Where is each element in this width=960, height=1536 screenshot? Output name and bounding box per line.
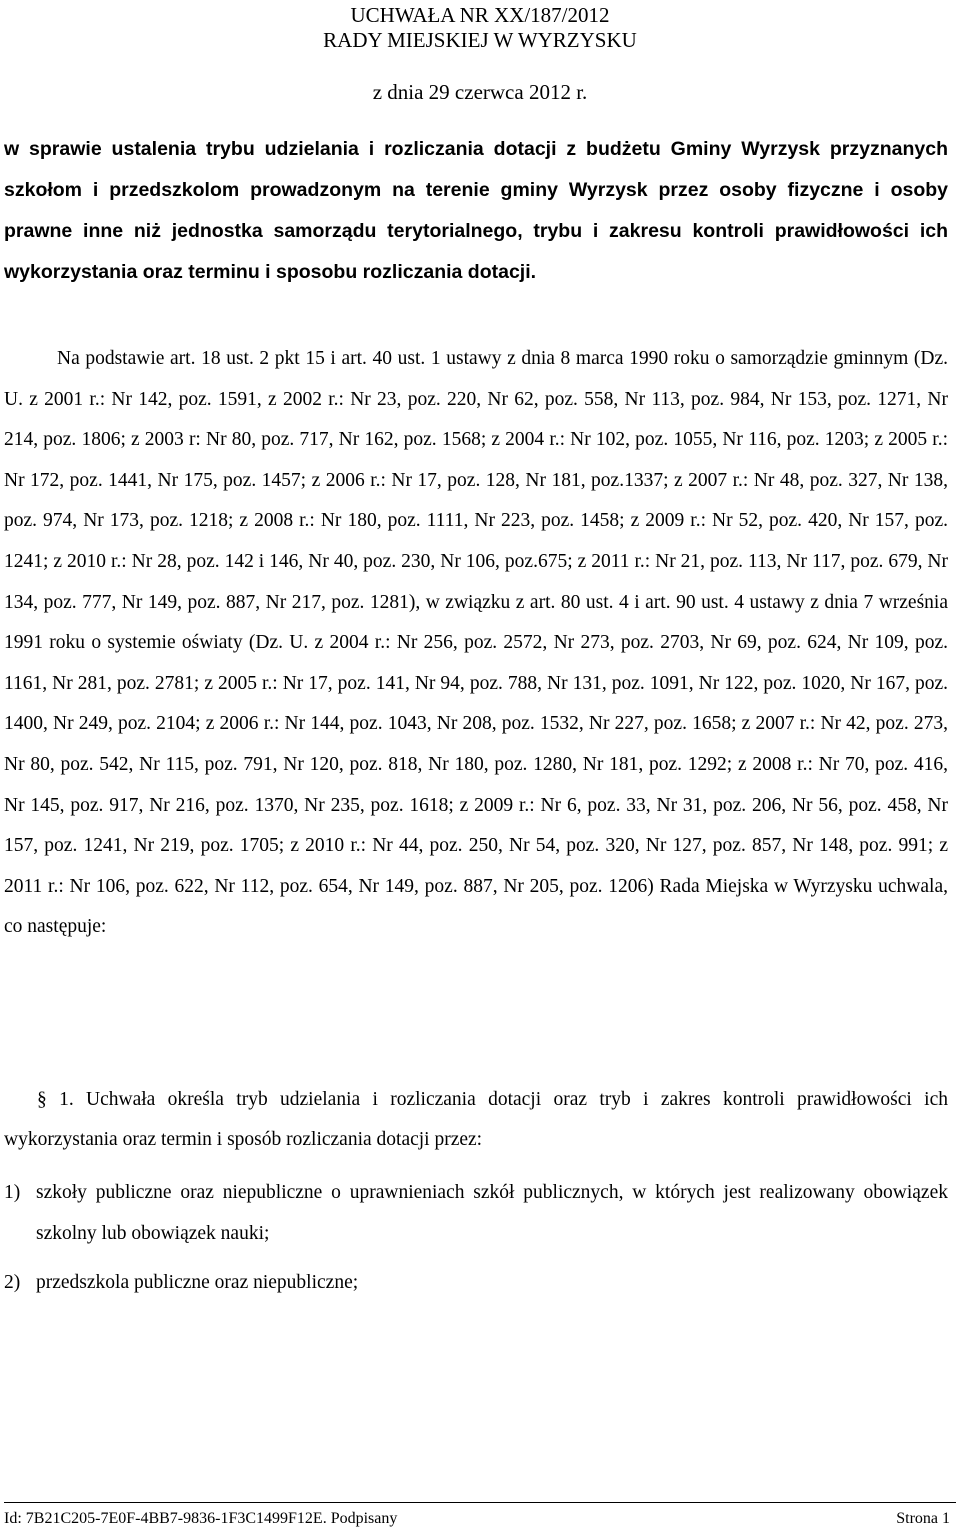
resolution-date: z dnia 29 czerwca 2012 r. [372, 80, 588, 104]
legal-basis-paragraph: Na podstawie art. 18 ust. 2 pkt 15 i art. 40 ust. 1 ustawy z dnia 8 marca 1990 roku o samorządzie gminnym (Dz. U. z 2001 r.: Nr 142, poz. 1591, z 2002 r.: Nr 23, poz. 220, Nr 62, poz. 558, Nr 113, poz. 984, Nr 153, poz. 1271, Nr 214, poz. 1806; z 2003 r: Nr 80, poz. 717, Nr 162, poz. 1568; z 2004 r.: Nr 102, poz. 1055, Nr 116, poz. 1203; z 2005 r.: Nr 172, poz. 1441, Nr 175, poz. 1457; z 2006 r.: Nr 17, poz. 128, Nr 181, poz.1337; z 2007 r.: Nr 48, poz. 327, Nr 138, poz. 974, Nr 173, poz. 1218; z 2008 r.: Nr 180, poz. 1111, Nr 223, poz. 1458; z 2009 r.: Nr 52, poz. 420, Nr 157, poz. 1241; z 2010 r.: Nr 28, poz. 142 i 146, Nr 40, poz. 230, Nr 106, poz.675; z 2011 r.: Nr 21, poz. 113, Nr 117, poz. 679, Nr 134, poz. 777, Nr 149, poz. 887, Nr 217, poz. 1281), w związku z art. 80 ust. 4 i art. 90 ust. 4 ustawy z dnia 7 września 1991 roku o systemie oświaty (Dz. U. z 2004 r.: Nr 256, poz. 2572, Nr 273, poz. 2703, Nr 69, poz. 624, Nr 109, poz. 1161, Nr 281, poz. 2781; z 2005 r.: Nr 17, poz. 141, Nr 94, poz. 788, Nr 131, poz. 1091, Nr 122, poz. 1020, Nr 167, poz. 1400, Nr 249, poz. 2104; z 2006 r.: Nr 144, poz. 1043, Nr 208, poz. 1532, Nr 227, poz. 1658; z 2007 r.: Nr 42, poz. 273, Nr 80, poz. 542, Nr 115, poz. 791, Nr 120, poz. 818, Nr 180, poz. 1280, Nr 181, poz. 1292; z 2008 r.: Nr 70, poz. 416, Nr 145, poz. 917, Nr 216, poz. 1370, Nr 235, poz. 1618; z 2009 r.: Nr 6, poz. 33, Nr 31, poz. 206, Nr 56, poz. 458, Nr 157, poz. 1241, Nr 219, poz. 1705; z 2010 r.: Nr 44, poz. 250, Nr 54, poz. 320, Nr 127, poz. 857, Nr 148, poz. 991; z 2011 r.: Nr 106, poz. 622, Nr 112, poz. 654, Nr 149, poz. 887, Nr 205, poz. 1206) Rada Miejska w Wyrzysku uchwala, co następuje: [4, 348, 948, 938]
list-item [4, 1172, 948, 1254]
resolution-number: UCHWAŁA NR XX/187/2012 [350, 3, 610, 27]
council-name: RADY MIEJSKIEJ W WYRZYSKU [323, 28, 637, 52]
list-item-number: 2) [4, 1272, 21, 1293]
list-item [4, 1262, 948, 1303]
list-item-text: przedszkola publiczne oraz niepubliczne; [36, 1272, 359, 1293]
section-1-paragraph: § 1. Uchwała określa tryb udzielania i rozliczania dotacji oraz tryb i zakres kontroli prawidłowości ich wykorzystania oraz termin i sposób rozliczania dotacji przez: [4, 1089, 948, 1150]
resolution-subject: w sprawie ustalenia trybu udzielania i rozliczania dotacji z budżetu Gminy Wyrzysk przyznanych szkołom i przedszkolom prowadzonym na terenie gminy Wyrzysk przez osoby fizyczne i osoby prawne inne niż jednostka samorządu terytorialnego, trybu i zakresu kontroli prawidłowości ich wykorzystania oraz terminu i sposobu rozliczania dotacji. [4, 138, 948, 283]
footer-divider [4, 1502, 956, 1503]
list-item-number: 1) [4, 1182, 21, 1203]
list-item-text: szkoły publiczne oraz niepubliczne o uprawnieniach szkół publicznych, w których jest realizowany obowiązek szkolny lub obowiązek nauki; [36, 1182, 948, 1244]
page-number: Strona 1 [896, 1510, 950, 1527]
document-id: Id: 7B21C205-7E0F-4BB7-9836-1F3C1499F12E. Podpisany [4, 1510, 398, 1527]
